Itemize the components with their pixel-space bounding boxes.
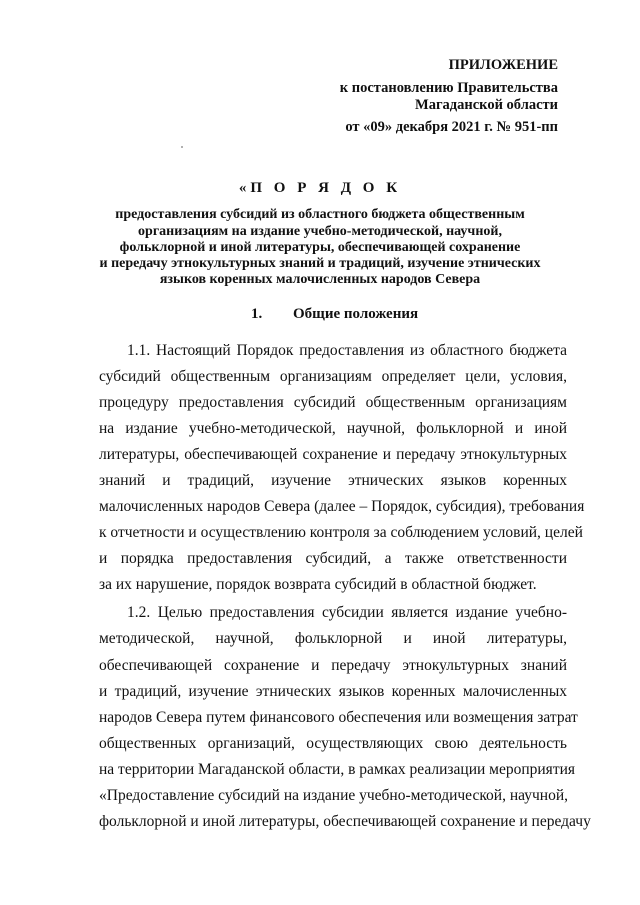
paragraph-line: на издание учебно-методической, научной, фольклорной и иной bbox=[99, 420, 567, 437]
paragraph-line: обеспечивающей сохранение и передачу этнокультурных знаний bbox=[99, 657, 567, 674]
paragraph-line: фольклорной и иной литературы, обеспечивающей сохранение и передачу bbox=[99, 813, 591, 830]
document-title: «П О Р Я Д О К bbox=[238, 180, 402, 196]
subtitle-line: фольклорной и иной литературы, обеспечивающей сохранение bbox=[119, 240, 521, 255]
section-number: 1. bbox=[251, 306, 263, 322]
paragraph-line: за их нарушение, порядок возврата субсидий в областной бюджет. bbox=[99, 576, 537, 593]
subtitle-line: и передачу этнокультурных знаний и традиций, изучение этнических bbox=[99, 256, 541, 271]
subtitle-line: языков коренных малочисленных народов Севера bbox=[159, 272, 481, 287]
paragraph-line: литературы, обеспечивающей сохранение и передачу этнокультурных bbox=[99, 446, 567, 463]
appendix-ref-line-2: Магаданской области bbox=[415, 97, 558, 113]
appendix-ref-line-1: к постановлению Правительства bbox=[339, 80, 558, 96]
paragraph-line: «Предоставление субсидий на издание учебно-методической, научной, bbox=[99, 787, 569, 804]
paragraph-line: общественных организаций, осуществляющих свою деятельность bbox=[99, 735, 567, 752]
paragraph-line: 1.2. Целью предоставления субсидии является издание учебно- bbox=[127, 604, 567, 621]
subtitle-line: организациям на издание учебно-методической, научной, bbox=[138, 224, 502, 239]
paragraph-line: знаний и традиций, изучение этнических языков коренных bbox=[99, 472, 567, 489]
paragraph-line: субсидий общественным организациям определяет цели, условия, bbox=[99, 368, 567, 385]
scan-speck bbox=[181, 146, 183, 148]
paragraph-line: и традиций, изучение этнических языков коренных малочисленных bbox=[99, 683, 567, 700]
paragraph-line: и порядка предоставления субсидий, а также ответственности bbox=[99, 550, 567, 567]
appendix-title: ПРИЛОЖЕНИЕ bbox=[448, 57, 558, 73]
paragraph-line: народов Севера путем финансового обеспечения или возмещения затрат bbox=[99, 709, 578, 726]
paragraph-line: малочисленных народов Севера (далее – Порядок, субсидия), требования bbox=[99, 498, 585, 515]
paragraph-line: процедуру предоставления субсидий общественным организациям bbox=[99, 394, 567, 411]
section-title: Общие положения bbox=[293, 306, 419, 322]
paragraph-line: к отчетности и осуществлению контроля за соблюдением условий, целей bbox=[99, 524, 583, 541]
appendix-ref-line-3: от «09» декабря 2021 г. № 951-пп bbox=[345, 119, 558, 135]
paragraph-line: 1.1. Настоящий Порядок предоставления из областного бюджета bbox=[127, 342, 567, 359]
paragraph-line: на территории Магаданской области, в рамках реализации мероприятия bbox=[99, 761, 576, 778]
paragraph-line: методической, научной, фольклорной и иной литературы, bbox=[99, 630, 567, 647]
subtitle-line: предоставления субсидий из областного бюджета общественным bbox=[115, 207, 525, 222]
